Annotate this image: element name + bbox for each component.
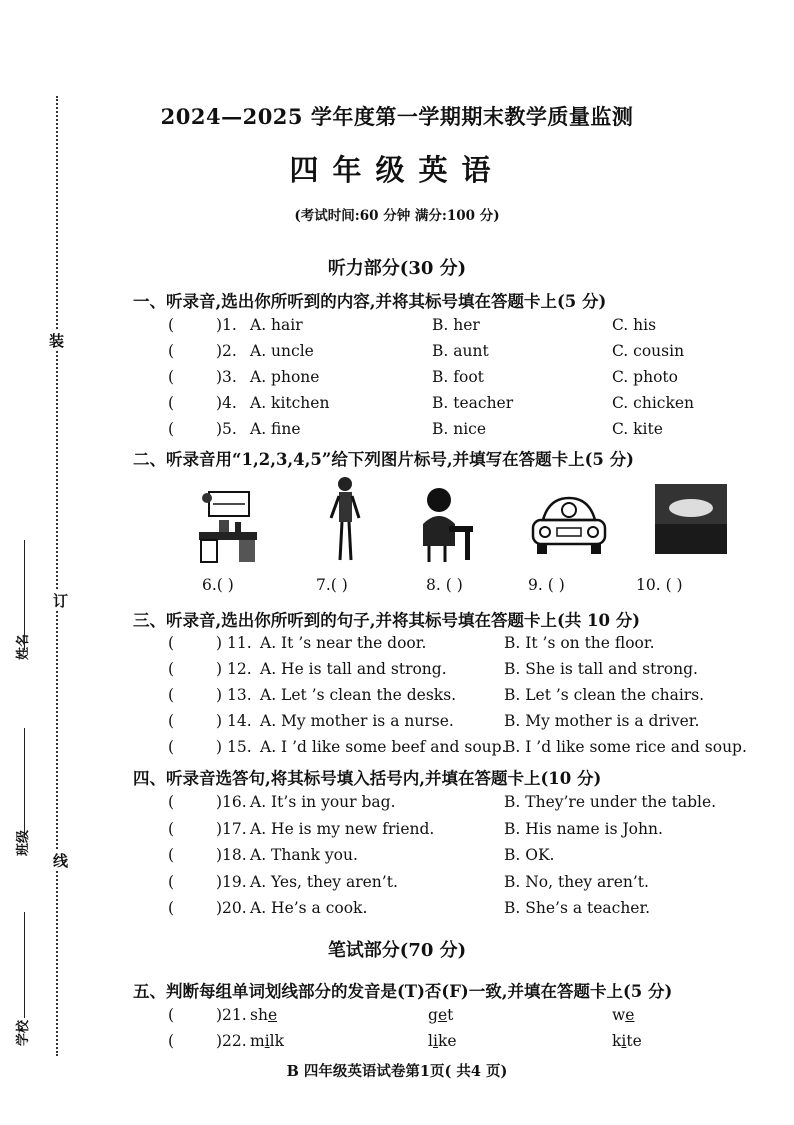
option-a: A. fine (250, 420, 301, 438)
option-b: B. My mother is a driver. (504, 712, 700, 730)
underlined-letter: i (432, 1032, 438, 1050)
question-row (168, 342, 768, 364)
option-b: B. nice (432, 420, 487, 438)
part2-heading: 二、听录音用“1,2,3,4,5”给下列图片标号,并填写在答题卡上(5 分) (133, 450, 634, 469)
option-a: A. Yes, they aren’t. (250, 872, 398, 891)
part3-heading: 三、听录音,选出你所听到的句子,并将其标号填在答题卡上(共 10 分) (133, 611, 641, 630)
option-b: B. No, they aren’t. (504, 872, 649, 891)
school-field-line[interactable] (24, 912, 25, 1018)
option-c: C. cousin (612, 342, 685, 360)
word-part: ke (437, 1032, 457, 1050)
answer-paren[interactable]: ( (168, 634, 175, 652)
question-row (168, 316, 768, 338)
word-part: sh (250, 1006, 268, 1024)
question-row (168, 738, 768, 760)
option-b: B. her (432, 316, 480, 334)
option-a: A. He’s a cook. (250, 899, 368, 917)
answer-paren[interactable]: ( (168, 342, 175, 360)
answer-paren[interactable]: ( (168, 793, 175, 811)
question-row (168, 1032, 768, 1054)
option-b: B. She’s a teacher. (504, 899, 651, 917)
question-number: )19. (216, 872, 247, 891)
option-b: B. They’re under the table. (504, 793, 717, 811)
answer-paren[interactable]: ( (168, 660, 175, 678)
question-number: )21. (216, 1006, 247, 1024)
question-number: ) 14. (216, 712, 252, 730)
option-a: A. uncle (250, 342, 314, 360)
option-c: C. his (612, 316, 657, 334)
question-row (168, 899, 768, 921)
person-desk-picture (415, 484, 475, 564)
word-part: t (447, 1006, 454, 1024)
underlined-letter: e (437, 1006, 448, 1024)
question-number: ) 11. (216, 634, 252, 652)
night-scene-picture (655, 484, 727, 554)
option-a: A. I ’d like some beef and soup. (260, 738, 507, 756)
question-row (168, 394, 768, 416)
word-part: te (626, 1032, 642, 1050)
option-c: C. kite (612, 420, 663, 438)
question-row (168, 420, 768, 442)
binding-mark-ding: 订 (53, 592, 69, 610)
binding-dotted-line (56, 96, 58, 1056)
answer-paren[interactable]: ( (168, 686, 175, 704)
question-number: )22. (216, 1032, 247, 1050)
option-b: B. teacher (432, 394, 514, 412)
answer-paren[interactable]: ( (168, 420, 175, 438)
word-w1 (250, 1032, 284, 1050)
question-row (168, 873, 768, 895)
listening-section-title: 听力部分(30 分) (327, 258, 467, 279)
underlined-letter: e (267, 1006, 278, 1024)
question-number: ) 15. (216, 738, 252, 756)
option-a: A. It’s in your bag. (250, 793, 396, 811)
question-row (168, 634, 768, 656)
part5-heading: 五、判断每组单词划线部分的发音是(T)否(F)一致,并填在答题卡上(5 分) (133, 982, 673, 1001)
word-part: lk (269, 1032, 285, 1050)
question-number: )20. (216, 899, 247, 917)
word-w1 (250, 1006, 277, 1024)
answer-paren[interactable]: ( (168, 738, 175, 756)
question-number: )18. (216, 846, 247, 864)
question-number: ) 13. (216, 686, 252, 704)
car-picture (529, 490, 609, 560)
word-w2 (428, 1006, 453, 1024)
part1-heading: 一、听录音,选出你所听到的内容,并将其标号填在答题卡上(5 分) (133, 292, 607, 311)
option-b: B. OK. (504, 846, 555, 864)
option-a: A. Let ’s clean the desks. (260, 686, 457, 704)
word-part: w (612, 1006, 626, 1024)
answer-paren[interactable]: ( (168, 316, 175, 334)
answer-paren[interactable]: ( (168, 846, 175, 864)
page-footer: B 四年级英语试卷第1页( 共4 页) (286, 1063, 508, 1080)
question-row (168, 793, 768, 815)
option-a: A. phone (250, 368, 320, 386)
question-row (168, 686, 768, 708)
answer-paren[interactable]: ( (168, 1006, 175, 1024)
question-row (168, 820, 768, 842)
question-row (168, 368, 768, 390)
pic-label-6[interactable]: 6.( ) (202, 576, 234, 594)
underlined-letter: i (621, 1032, 627, 1050)
binding-mark-zhuang: 装 (49, 332, 65, 350)
answer-paren[interactable]: ( (168, 899, 175, 917)
subject-title: 四年级英语 (289, 153, 505, 187)
answer-paren[interactable]: ( (168, 712, 175, 730)
option-c: C. photo (612, 368, 678, 386)
option-b: B. She is tall and strong. (504, 660, 698, 678)
option-a: A. Thank you. (250, 846, 358, 864)
writing-section-title: 笔试部分(70 分) (327, 940, 467, 961)
school-field-label: 学校 (16, 1019, 31, 1046)
option-a: A. It ’s near the door. (260, 634, 427, 652)
picture-row (195, 484, 755, 564)
name-field-label: 姓名 (16, 633, 31, 660)
question-number: )2. (216, 342, 237, 360)
option-b: B. aunt (432, 342, 489, 360)
pic-label-9[interactable]: 9. ( ) (528, 576, 565, 594)
option-b: B. I ’d like some rice and soup. (504, 738, 747, 756)
question-row (168, 1006, 768, 1028)
pic-label-7[interactable]: 7.( ) (316, 576, 348, 594)
question-row (168, 712, 768, 734)
answer-paren[interactable]: ( (168, 394, 175, 412)
binding-mark-xian: 线 (53, 852, 69, 870)
option-b: B. foot (432, 368, 484, 386)
word-part: l (428, 1032, 433, 1050)
word-w3 (612, 1032, 642, 1050)
question-number: )17. (216, 819, 247, 838)
answer-paren[interactable]: ( (168, 872, 175, 891)
question-row (168, 660, 768, 682)
word-w3 (612, 1006, 634, 1024)
underlined-letter: e (625, 1006, 635, 1024)
exam-title: 2024—2025 学年度第一学期期末教学质量监测 (160, 104, 634, 129)
question-number: )16. (216, 793, 247, 811)
question-number: )4. (216, 394, 237, 412)
class-field-label: 班级 (16, 829, 31, 856)
kitchen-picture (195, 484, 265, 564)
word-w2 (428, 1032, 457, 1050)
question-row (168, 846, 768, 868)
option-b: B. His name is John. (504, 819, 663, 838)
question-number: ) 12. (216, 660, 252, 678)
part4-heading: 四、听录音选答句,将其标号填入括号内,并填在答题卡上(10 分) (133, 769, 602, 788)
option-b: B. Let ’s clean the chairs. (504, 686, 705, 704)
option-a: A. My mother is a nurse. (260, 712, 454, 730)
question-number: )3. (216, 368, 237, 386)
option-a: A. He is my new friend. (250, 819, 435, 838)
answer-paren[interactable]: ( (168, 368, 175, 386)
answer-paren[interactable]: ( (168, 819, 175, 838)
word-part: g (428, 1006, 438, 1024)
word-part: m (250, 1032, 265, 1050)
option-b: B. It ’s on the floor. (504, 634, 655, 652)
answer-paren[interactable]: ( (168, 1032, 175, 1050)
exam-info: (考试时间:60 分钟 满分:100 分) (294, 208, 500, 224)
underlined-letter: i (264, 1032, 270, 1050)
pic-label-8[interactable]: 8. ( ) (426, 576, 463, 594)
option-a: A. He is tall and strong. (260, 660, 447, 678)
pic-label-10[interactable]: 10. ( ) (636, 576, 683, 594)
question-number: )5. (216, 420, 237, 438)
tall-man-picture (323, 474, 367, 564)
option-c: C. chicken (612, 394, 695, 412)
option-a: A. kitchen (250, 394, 330, 412)
question-number: )1. (216, 316, 237, 334)
class-field-line[interactable] (24, 728, 25, 838)
word-part: k (612, 1032, 622, 1050)
option-a: A. hair (250, 316, 303, 334)
